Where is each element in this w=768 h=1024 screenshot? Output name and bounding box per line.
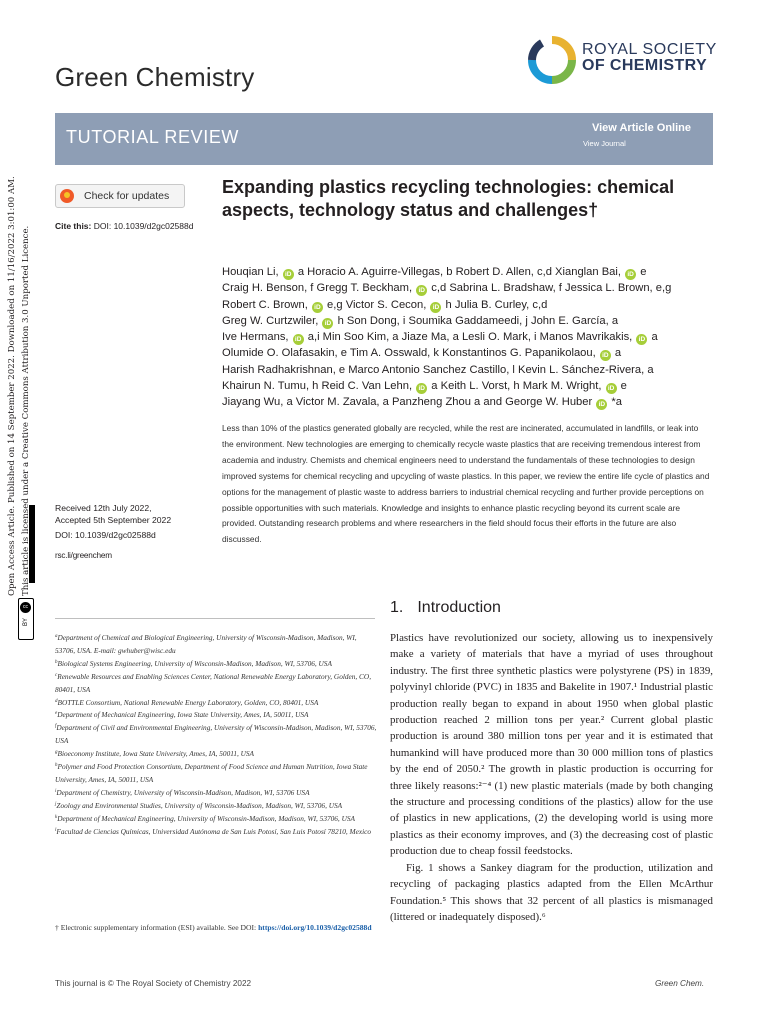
author-line: Craig H. Benson, f Gregg T. Beckham, iD c,d Sabrina L. Bradshaw, f Jessica L. Brown, e,g [222,282,672,295]
rsc-journal-link[interactable]: rsc.li/greenchem [55,551,112,560]
affiliation-item [55,671,377,697]
esi-link[interactable]: https://doi.org/10.1039/d2gc02588d [258,923,372,932]
crossmark-icon [60,189,74,203]
received-date: Received 12th July 2022, [55,503,152,513]
author-line: Greg W. Curtzwiler, iD h Son Dong, i Soumika Gaddameedi, j John E. García, a [222,314,619,327]
cc-by-badge[interactable] [18,598,34,640]
affiliation-marker: h [55,763,58,769]
section-number: 1. [390,599,404,616]
affiliation-text: Department of Chemical and Biological Engineering, University of Wisconsin-Madison, Madison, WI, 53706, USA. E-mail: gwhuber@wisc.edu [55,633,357,655]
affiliation-item [55,826,377,839]
author-list [222,264,710,411]
esi-note [55,922,377,935]
affiliation-item [55,697,377,710]
received-dates [55,502,171,526]
orcid-icon[interactable]: iD [636,334,647,345]
affiliation-text: Renewable Resources and Enabling Sciences Center, National Renewable Energy Laboratory, Golden, CO, 80401, USA [55,671,372,694]
author-line: Houqian Li, iD a Horacio A. Aguirre-Villegas, b Robert D. Allen, c,d Xianglan Bai, iD e [222,266,647,278]
orcid-icon[interactable]: iD [430,302,441,313]
orcid-icon[interactable]: iD [283,269,294,280]
affiliation-text: Polymer and Food Protection Consortium, Department of Food Science and Human Nutrition, Iowa State University, Ames, IA, 50011, USA [55,762,368,784]
affiliation-marker: c [55,672,58,678]
affiliation-marker: e [55,711,58,717]
body-text [390,630,713,925]
affiliations-divider [55,618,375,619]
affiliation-text: BOTTLE Consortium, National Renewable Energy Laboratory, Golden, CO, 80401, USA [57,697,319,707]
article-title: Expanding plastics recycling technologies: chemical aspects, technology status and challenges† [222,177,675,220]
affiliation-item [55,748,377,761]
affiliation-item [55,722,377,748]
affiliation-item [55,813,377,826]
affiliation-text: Bioeconomy Institute, Iowa State University, Ames, IA, 50011, USA [57,749,255,759]
orcid-icon[interactable]: iD [312,302,323,313]
section-title: Introduction [417,599,501,616]
author-line: Khairun N. Tumu, h Reid C. Van Lehn, iD a Keith L. Vorst, h Mark M. Wright, iD e [222,380,627,393]
affiliations [55,632,377,839]
check-for-updates-button[interactable] [55,184,185,208]
article-type: TUTORIAL REVIEW [66,127,240,147]
orcid-icon[interactable]: iD [600,350,611,361]
open-access-notice [6,176,33,596]
abstract: Less than 10% of the plastics generated globally are recycled, while the rest are incinerated, accumulated in landfills, or leak into the environment. New technologies are emerging to chemically recycle waste plastics that are receiving tremendous interest from academia and industry. Chemists and chemical engineers need to understand the fundamentals of these technologies to design improved systems for chemical recycling and upcycling of waste plastics. In this paper, we review the entire life cycle of plastics and options for the management of plastic waste to address barriers to industrial chemical recycling and further provide perceptions on possible opportunities with such materials. Knowledge and insights to enhance plastic recycling beyond its current scale are provided. Outstanding research problems and where researchers in the field should focus their efforts in the future are also discussed. [222,423,710,545]
affiliation-item [55,632,377,658]
orcid-icon[interactable]: iD [625,269,636,280]
affiliation-marker: a [55,634,58,639]
affiliation-marker: f [55,724,57,730]
esi-text: † Electronic supplementary information (ESI) available. See DOI: [55,923,259,932]
article-type-banner [55,113,713,165]
view-article-online-link[interactable]: View Article Online [591,122,691,134]
view-journal-link[interactable]: View Journal [583,139,626,148]
open-access-line1: Open Access Article. Published on 14 September 2022. Downloaded on 11/16/2022 3:01:00 AM. [7,176,17,596]
affiliation-item [55,800,377,813]
publisher-line1: ROYAL SOCIETY [582,41,717,58]
doi: DOI: 10.1039/d2gc02588d [55,530,156,540]
affiliation-marker: j [55,801,57,807]
rsc-ring-icon [528,36,576,86]
orcid-icon[interactable]: iD [596,399,607,410]
affiliation-text: Department of Mechanical Engineering, Iowa State University, Ames, IA, 50011, USA [57,710,309,720]
affiliation-marker: b [55,659,58,665]
orcid-icon[interactable]: iD [293,334,304,345]
affiliation-marker: g [55,750,58,756]
affiliation-item [55,787,377,800]
affiliation-marker: d [55,698,58,704]
affiliation-text: Biological Systems Engineering, University of Wisconsin-Madison, Madison, WI, 53706, USA [57,658,332,668]
cite-this [55,221,193,231]
orcid-icon[interactable]: iD [416,383,427,394]
section-heading [390,599,501,617]
open-access-line2[interactable]: This article is licensed under a Creative Commons Attribution 3.0 Unported Licence. [20,225,31,596]
orcid-icon[interactable]: iD [606,383,617,394]
check-for-updates-label: Check for updates [84,190,170,202]
cite-label: Cite this: [55,221,92,231]
affiliation-text: Department of Chemistry, University of Wisconsin-Madison, Madison, WI, 53706 USA [56,787,310,797]
affiliation-marker: k [55,814,58,820]
affiliation-marker: l [55,827,57,833]
author-line: Olumide O. Olafasakin, e Tim A. Osswald, k Konstantinos G. Papanikolaou, iD a [222,347,622,360]
affiliation-item [55,709,377,722]
author-line: Robert C. Brown, iD e,g Victor S. Cecon, iD h Julia B. Curley, c,d [222,298,548,311]
cc-icon: cc [20,602,31,613]
affiliation-text: Department of Civil and Environmental Engineering, University of Wisconsin-Madison, Madison, WI, 53706, USA [55,723,377,746]
body-paragraph: Plastics have revolutionized our society, allowing us to inexpensively make a variety of materials that have a myriad of uses throughout industry. The first three synthetic plastics were polystyrene (PS) in 1839, polyvinyl chloride (PVC) in 1835 and Bakelite in 1907.¹ Industrial plastic production really began to expand in about 1950 when global plastic production reached 2 million tons per year.² Current global plastic production is around 380 million tons per year and it is estimated that humankind will have produced more than 30 000 million tons of plastics by the end of 2050.² The growth in plastic production is occurring for three likely reasons:²⁻⁴ (1) new plastic materials (made by both changing the structure and processing conditions of the plastics) allow for the use of plastics in new applications, (2) the developing world is using more plastics as their economy improves, and (3) the decreasing cost of plastic production due to cheap fossil feedstocks. [390,632,713,858]
by-label: BY [23,618,29,627]
affiliation-text: Zoology and Environmental Studies, University of Wisconsin-Madison, Madison, WI, 53706, USA [56,800,343,810]
journal-title: Green Chemistry [55,62,255,92]
affiliation-text: Department of Mechanical Engineering, University of Wisconsin-Madison, Madison, WI, 53706, USA [57,813,355,823]
author-line: Jiayang Wu, a Victor M. Zavala, a Panzheng Zhou a and George W. Huber iD *a [222,396,623,409]
body-paragraph: Fig. 1 shows a Sankey diagram for the production, utilization and recycling of packaging plastics adapted from the Ellen McArthur Foundation.⁵ This shows that 32 percent of all plastics is mismanaged (littered or inadequately disposed).⁶ [390,861,713,923]
author-line: Harish Radhakrishnan, e Marco Antonio Sanchez Castillo, l Kevin L. Sánchez-Rivera, a [222,363,654,376]
affiliation-item [55,658,377,671]
accepted-date: Accepted 5th September 2022 [55,515,172,525]
author-line: Ive Hermans, iD a,i Min Soo Kim, a Jiaze Ma, a Lesli O. Mark, i Manos Mavrikakis, iD a [222,331,658,344]
affiliation-marker: i [55,788,57,794]
orcid-icon[interactable]: iD [322,318,333,329]
affiliation-item [55,761,377,787]
footer-copyright: This journal is © The Royal Society of Chemistry 2022 [55,979,252,988]
orcid-icon[interactable]: iD [416,285,427,296]
cite-doi: DOI: 10.1039/d2gc02588d [93,221,194,231]
affiliation-text: Facultad de Ciencias Químicas, Universidad Autónoma de San Luis Potosí, San Luis Potosí 78210, Mexico [56,826,372,836]
rsc-logo [528,36,718,86]
footer-journal: Green Chem. [655,979,705,988]
publisher-line2: OF CHEMISTRY [582,57,708,74]
